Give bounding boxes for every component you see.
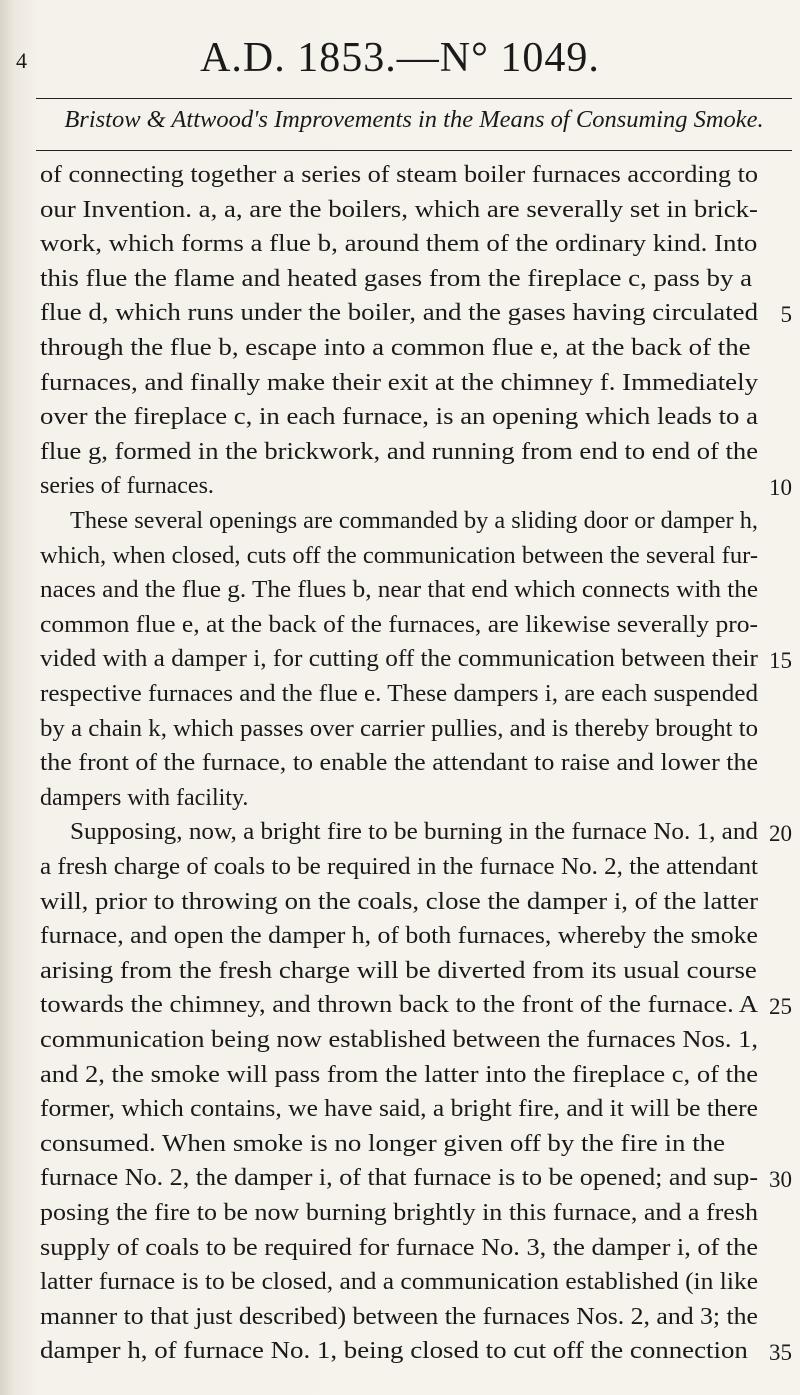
margin-line-number: 5: [780, 302, 792, 328]
text-line-content: flue g, formed in the brickwork, and running from end to end of the: [40, 438, 759, 465]
text-line-content: work, which forms a flue b, around them of the ordinary kind. Into: [40, 231, 758, 258]
text-line-content: flue d, which runs under the boiler, and the gases having circulated: [40, 300, 759, 327]
text-line-content: will, prior to throwing on the coals, close the damper i, of the latter: [40, 888, 758, 915]
text-line-content: furnace No. 2, the damper i, of that furnace is to be opened; and sup-: [40, 1165, 759, 1192]
margin-line-number: 10: [769, 475, 792, 501]
text-line-content: the front of the furnace, to enable the attendant to raise and lower the: [40, 750, 759, 777]
text-line-content: dampers with facility.: [40, 784, 249, 811]
text-line-content: vided with a damper i, for cutting off the communication between their: [40, 646, 758, 673]
margin-line-number: 30: [769, 1167, 792, 1193]
text-line-content: latter furnace is to be closed, and a communication established (in like: [40, 1269, 759, 1296]
text-line-content: respective furnaces and the flue e. These dampers i, are each suspended: [40, 681, 759, 707]
text-line-content: supply of coals to be required for furnace No. 3, the damper i, of the: [40, 1234, 759, 1261]
text-line-content: towards the chimney, and thrown back to the front of the furnace. A: [40, 992, 759, 1019]
header-rule-bottom: [36, 150, 792, 151]
margin-line-number: 35: [769, 1340, 792, 1366]
text-line-content: furnace, and open the damper h, of both furnaces, whereby the smoke: [40, 923, 759, 950]
text-line-content: consumed. When smoke is no longer given off by the fire in the: [40, 1130, 726, 1157]
margin-line-number: 15: [769, 648, 792, 674]
text-line-content: a fresh charge of coals to be required in the furnace No. 2, the attendant: [40, 854, 759, 880]
text-line-content: manner to that just described) between the furnaces Nos. 2, and 3; the: [40, 1303, 758, 1330]
text-line: [40, 1338, 748, 1382]
text-line-content: Supposing, now, a bright fire to be burning in the furnace No. 1, and: [70, 819, 759, 846]
text-line-content: furnaces, and finally make their exit at the chimney f. Immediately: [40, 369, 759, 396]
text-line-content: this flue the flame and heated gases from the fireplace c, pass by a: [40, 265, 753, 292]
margin-line-number: 25: [769, 994, 792, 1020]
text-line-content: series of furnaces.: [40, 473, 214, 500]
text-line-content: of connecting together a series of steam boiler furnaces according to: [40, 162, 759, 188]
text-line-content: common flue e, at the back of the furnaces, are likewise severally pro-: [40, 611, 759, 638]
margin-line-number: 20: [769, 821, 792, 847]
text-line-content: and 2, the smoke will pass from the latter into the fireplace c, of the: [40, 1061, 758, 1088]
text-line-content: our Invention. a, a, are the boilers, which are severally set in brick-: [40, 196, 758, 223]
header-rule-top: [36, 98, 792, 99]
text-line-content: damper h, of furnace No. 1, being closed to cut off the connection: [40, 1338, 748, 1365]
text-line-content: former, which contains, we have said, a bright fire, and it will be there: [40, 1096, 758, 1123]
text-line-content: through the flue b, escape into a common flue e, at the back of the: [40, 335, 751, 361]
page-title: A.D. 1853.—N° 1049.: [200, 35, 600, 81]
text-line-content: communication being now established between the furnaces Nos. 1,: [40, 1027, 758, 1053]
running-title: Bristow & Attwood's Improvements in the Means of Consuming Smoke.: [64, 106, 764, 133]
text-line-content: by a chain k, which passes over carrier pullies, and is thereby brought to: [40, 715, 759, 742]
text-line-content: naces and the flue g. The flues b, near that end which connects with the: [40, 577, 758, 604]
text-line-content: arising from the fresh charge will be diverted from its usual course: [40, 957, 757, 984]
page-number: 4: [16, 48, 27, 73]
text-line-content: over the fireplace c, in each furnace, is an opening which leads to a: [40, 404, 758, 431]
text-line-content: posing the fire to be now burning brightly in this furnace, and a fresh: [40, 1200, 758, 1226]
text-line-content: These several openings are commanded by a sliding door or damper h,: [70, 508, 758, 534]
text-line-content: which, when closed, cuts off the communication between the several fur-: [40, 542, 759, 569]
